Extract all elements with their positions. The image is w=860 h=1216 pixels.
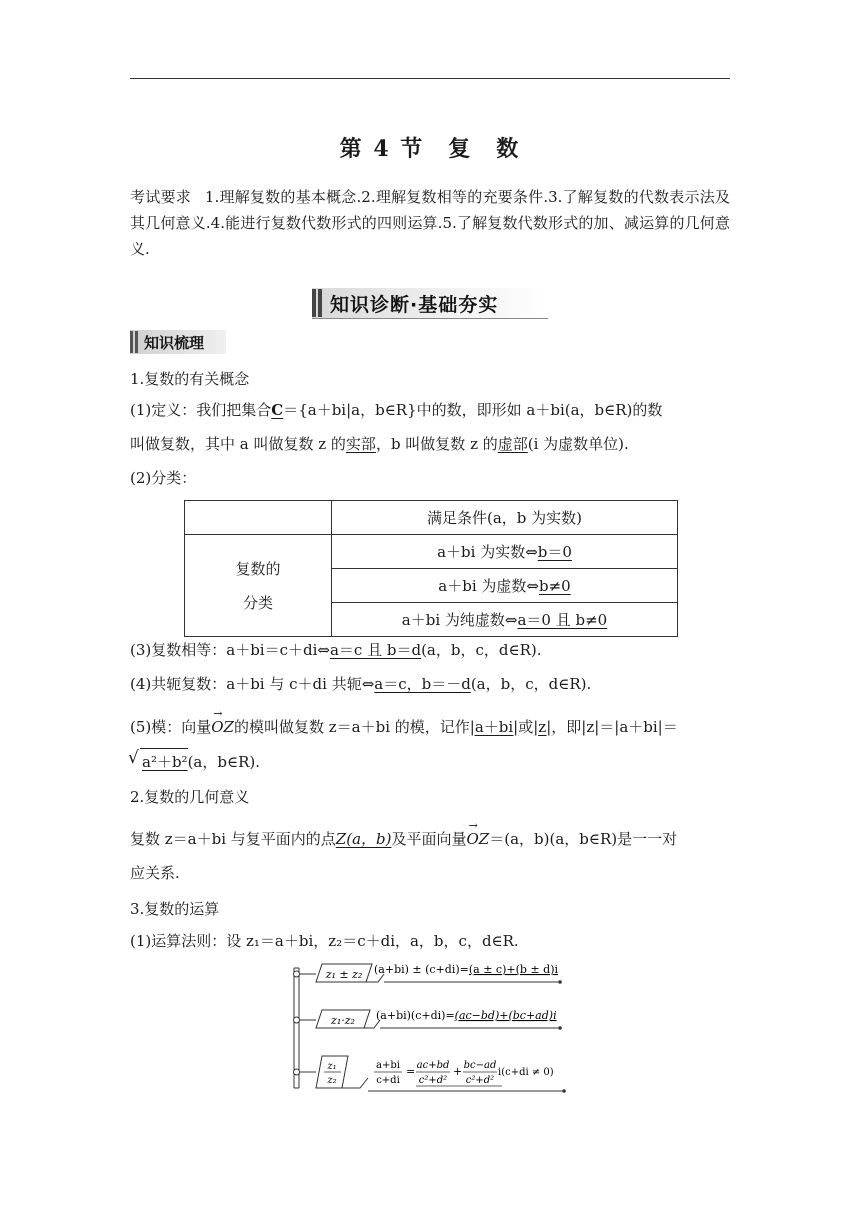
- vector-OZ: OZ →: [466, 826, 489, 852]
- eq-pre: (3)复数相等：a＋bi＝c＋di⇔: [130, 641, 330, 659]
- row-pre: a＋bi 为实数⇔: [437, 543, 538, 561]
- quot-f2-num: bc−ad: [463, 1060, 497, 1071]
- equals-sign: =: [406, 1065, 416, 1078]
- geometric-line-1: [130, 826, 730, 852]
- equality-line: [130, 637, 730, 663]
- geometric-line-2: 应关系.: [130, 864, 180, 882]
- end-dot: [558, 980, 562, 984]
- table-row: [185, 501, 678, 535]
- mod-text-c: ，即|z|＝|a＋bi|＝: [551, 718, 678, 736]
- subbanner-bars-icon: [130, 331, 138, 353]
- point-Z: Z(a，b): [335, 830, 392, 848]
- section-banner: [312, 288, 548, 319]
- quot-f1-num: ac+bd: [416, 1060, 450, 1071]
- requirements-label: 考试要求: [130, 188, 191, 206]
- classification-table: [184, 500, 678, 637]
- heading-concepts: 1.复数的有关概念: [130, 370, 250, 388]
- quot-f2-den: c²+d²: [465, 1075, 495, 1086]
- def-text-d: ，b 叫做复数 z 的: [375, 435, 498, 453]
- header-rule: [130, 78, 730, 79]
- geo-text-c: ＝(a，b)(a，b∈R)是一一对: [489, 830, 678, 848]
- conj-post: (a，b，c，d∈R).: [470, 675, 592, 693]
- mod-answer-2: |z|: [533, 718, 552, 736]
- expr-sum-pre: (a+bi) ± (c+di)=: [374, 963, 469, 976]
- table-cell: [332, 535, 678, 569]
- expr-product: [376, 1009, 557, 1022]
- eq-answer: a＝c 且 b＝d: [329, 641, 422, 659]
- label-quotient-den: z₂: [327, 1075, 337, 1086]
- table-left-line-2: 分类: [242, 593, 273, 612]
- geo-text-a: 复数 z＝a＋bi 与复平面内的点: [130, 830, 336, 848]
- def-set-C: C: [271, 401, 284, 419]
- mod-text-a: (5)模：向量: [130, 718, 212, 736]
- sub-banner: [130, 330, 226, 354]
- expr-sum-answer: (a ± c)+(b ± d)i: [468, 963, 558, 976]
- definition-line-2: [130, 431, 730, 457]
- vector-OZ: OZ →: [211, 714, 234, 740]
- geo-text-b: 及平面向量: [391, 830, 467, 848]
- mod-answer-1: |a＋bi|: [469, 718, 519, 736]
- table-row: [185, 535, 678, 569]
- quot-lhs-num: a+bi: [376, 1060, 400, 1071]
- operations-diagram: [286, 960, 576, 1098]
- expr-product-answer: (ac−bd)+(bc+ad)i: [454, 1009, 557, 1022]
- quot-lhs-den: c+di: [376, 1075, 400, 1086]
- banner-bars-icon: [312, 289, 322, 317]
- quot-tail: i(c+di ≠ 0): [498, 1067, 554, 1078]
- row-answer: a＝0 且 b≠0: [517, 611, 608, 629]
- conj-pre: (4)共轭复数：a＋bi 与 c＋di 共轭⇔: [130, 675, 375, 693]
- sqrt-expression: √ a²＋b²: [140, 748, 188, 775]
- quot-f1-den: c²+d²: [418, 1075, 448, 1086]
- heading-geometric: 2.复数的几何意义: [130, 788, 250, 806]
- exam-requirements: [130, 184, 730, 262]
- table-header-cell: 满足条件(a，b 为实数): [332, 501, 678, 535]
- def-text-c: 叫做复数，其中 a 叫做复数 z 的: [130, 435, 346, 453]
- definition-line-1: [130, 397, 730, 423]
- section-title: 第 4 节 复 数: [339, 136, 521, 162]
- def-real-part: 实部: [345, 435, 376, 453]
- def-text-a: (1)定义：我们把集合: [130, 401, 272, 419]
- label-product: z₁·z₂: [331, 1014, 355, 1027]
- row-pre: a＋bi 为纯虚数⇔: [401, 611, 518, 629]
- row-answer: b≠0: [538, 577, 571, 595]
- expr-product-pre: (a+bi)(c+di)=: [376, 1009, 455, 1022]
- modulus-line-2: [130, 748, 730, 775]
- plus-sign: +: [453, 1065, 463, 1078]
- classification-heading: (2)分类：: [130, 469, 197, 487]
- row-answer: b＝0: [537, 543, 572, 561]
- eq-post: (a，b，c，d∈R).: [421, 641, 542, 659]
- end-dot: [558, 1026, 562, 1030]
- expr-sum: [374, 963, 558, 976]
- mod-or: 或: [518, 718, 534, 736]
- mod-text-d: (a，b∈R).: [187, 753, 260, 771]
- table-left-line-1: 复数的: [235, 559, 281, 578]
- connector-dot: [294, 1017, 300, 1023]
- label-quotient-num: z₁: [327, 1061, 337, 1072]
- mod-text-b: 的模叫做复数 z＝a＋bi 的模，记作: [233, 718, 470, 736]
- def-text-e: (i 为虚数单位).: [527, 435, 629, 453]
- table-cell: [332, 603, 678, 637]
- table-left-cell: [185, 535, 332, 637]
- table-cell-empty: [185, 501, 332, 535]
- connector-dot: [294, 1069, 300, 1075]
- label-sum: z₁ ± z₂: [325, 968, 363, 981]
- end-dot: [562, 1089, 566, 1093]
- row-pre: a＋bi 为虚数⇔: [438, 577, 539, 595]
- requirements-text: 1.理解复数的基本概念.2.理解复数相等的充要条件.3.了解复数的代数表示法及其几何意义.4.能进行复数代数形式的四则运算.5.了解复数代数形式的加、减运算的几何意义.: [130, 188, 730, 258]
- def-imag-part: 虚部: [497, 435, 528, 453]
- conj-answer: a＝c，b＝－d: [374, 675, 471, 693]
- connector-dot: [294, 971, 300, 977]
- banner-text: 知识诊断·基础夯实: [330, 293, 499, 316]
- subbanner-text: 知识梳理: [144, 333, 205, 352]
- conjugate-line: [130, 671, 730, 697]
- def-text-b: ＝{a＋bi|a，b∈R}中的数，即形如 a＋bi(a，b∈R)的数: [283, 401, 663, 419]
- modulus-line-1: [130, 714, 730, 740]
- heading-operations: 3.复数的运算: [130, 900, 220, 918]
- table-cell: [332, 569, 678, 603]
- operation-rule: (1)运算法则：设 z₁＝a＋bi，z₂＝c＋di，a，b，c，d∈R.: [130, 932, 519, 950]
- branch-line: [342, 1078, 368, 1088]
